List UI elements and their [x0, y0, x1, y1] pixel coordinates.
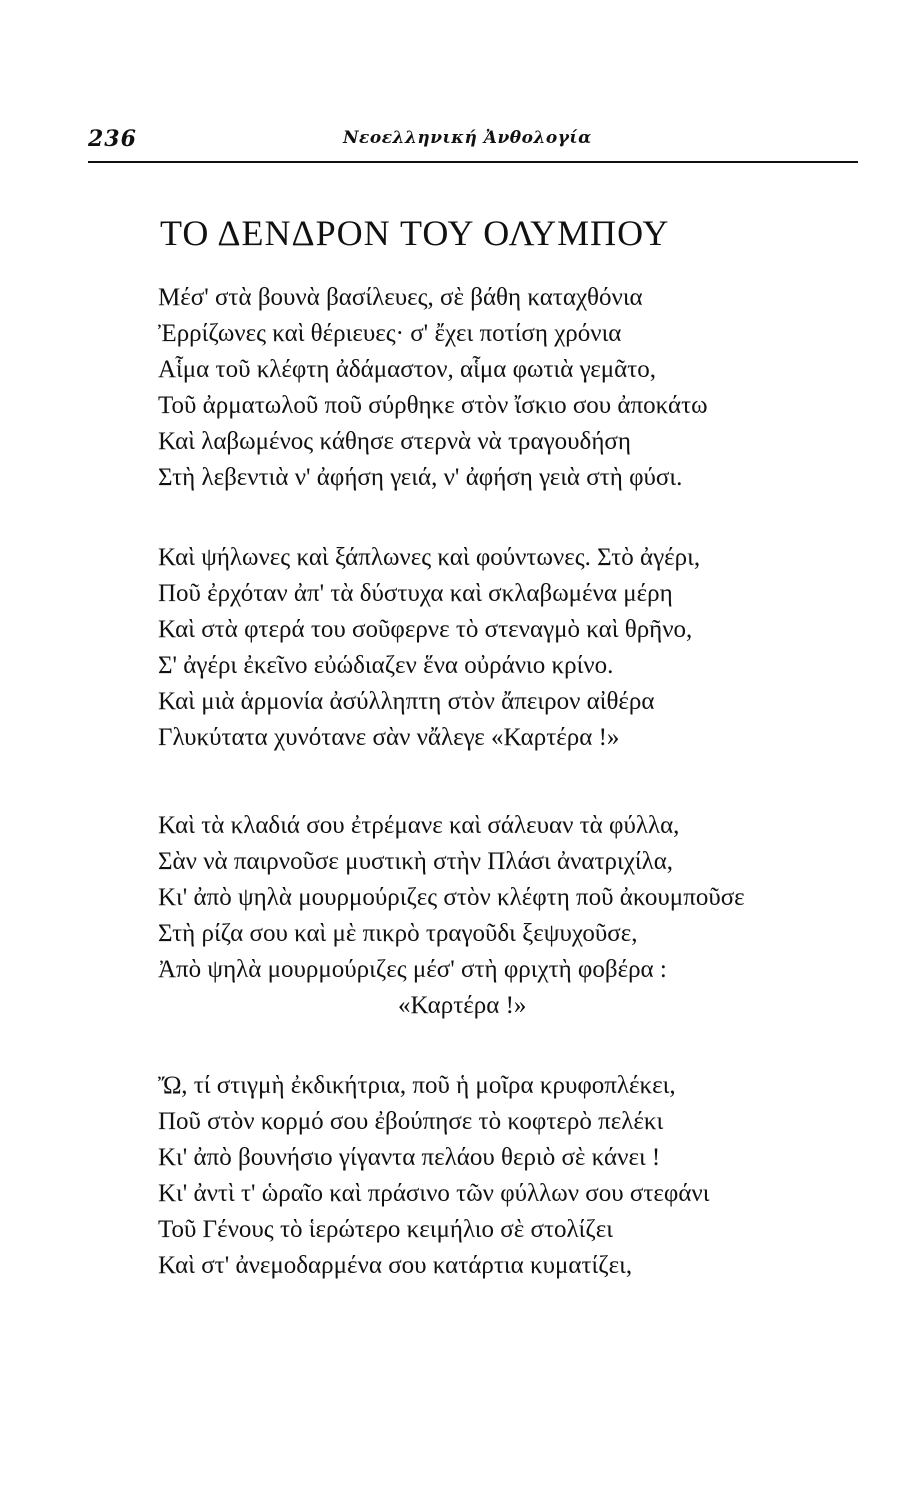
- poem-line: Στὴ ρίζα σου καὶ μὲ πικρὸ τραγοῦδι ξεψυχοῦσε,: [158, 920, 638, 947]
- poem-line: Καὶ λαβωμένος κάθησε στερνὰ νὰ τραγουδήση: [158, 428, 631, 455]
- poem-line: Μέσ' στὰ βουνὰ βασίλευες, σὲ βάθη καταχθόνια: [158, 284, 643, 311]
- page-number: 236: [88, 126, 137, 152]
- poem-line: Γλυκύτατα χυνότανε σὰν νἄλεγε «Καρτέρα !»: [158, 724, 620, 751]
- poem-line: Ποῦ ἐρχόταν ἀπ' τὰ δύστυχα καὶ σκλαβωμένα μέρη: [158, 580, 673, 607]
- stanza-2: [158, 540, 878, 756]
- poem-line: Κι' ἀπὸ ψηλὰ μουρμούριζες στὸν κλέφτη ποῦ ἀκουμποῦσε: [158, 884, 745, 911]
- poem-line: Ποῦ στὸν κορμό σου ἐβούπησε τὸ κοφτερὸ πελέκι: [158, 1108, 664, 1135]
- page-header: [88, 126, 858, 166]
- poem-line: Σ' ἀγέρι ἐκεῖνο εὐώδιαζεν ἕνα οὐράνιο κρίνο.: [158, 652, 614, 679]
- poem-line: Κι' ἀπὸ βουνήσιο γίγαντα πελάου θεριὸ σὲ κάνει !: [158, 1144, 661, 1171]
- poem-line: Τοῦ Γένους τὸ ἱερώτερο κειμήλιο σὲ στολίζει: [158, 1216, 613, 1243]
- stanza-3: [158, 808, 878, 1024]
- header-divider: [88, 161, 858, 163]
- poem-line: Καὶ στ' ἀνεμοδαρμένα σου κατάρτια κυματίζει,: [158, 1252, 633, 1279]
- poem-line: Καὶ στὰ φτερά του σοῦφερνε τὸ στεναγμὸ καὶ θρῆνο,: [158, 616, 693, 643]
- poem-line: Καὶ μιὰ ἁρμονία ἀσύλληπτη στὸν ἄπειρον αἰθέρα: [158, 688, 655, 715]
- poem-line: Σὰν νὰ παιρνοῦσε μυστικὴ στὴν Πλάσι ἀνατριχίλα,: [158, 848, 674, 875]
- poem-line: Αἷμα τοῦ κλέφτη ἀδάμαστον, αἷμα φωτιὰ γεμᾶτο,: [158, 356, 657, 383]
- poem-line: Καὶ ψήλωνες καὶ ξάπλωνες καὶ φούντωνες. Στὸ ἀγέρι,: [158, 544, 701, 571]
- poem-refrain-line: «Καρτέρα !»: [398, 992, 527, 1019]
- poem-line: Καὶ τὰ κλαδιά σου ἐτρέμανε καὶ σάλευαν τὰ φύλλα,: [158, 812, 680, 839]
- stanza-1: [158, 280, 878, 496]
- poem-title: ΤΟ ΔΕΝΔΡΟΝ ΤΟΥ ΟΛΥΜΠΟΥ: [160, 213, 670, 253]
- poem-line: Στὴ λεβεντιὰ ν' ἀφήση γειά, ν' ἀφήση γειὰ στὴ φύσι.: [158, 464, 683, 491]
- poem-line: Κι' ἀντὶ τ' ὡραῖο καὶ πράσινο τῶν φύλλων σου στεφάνι: [158, 1180, 710, 1207]
- stanza-4: [158, 1068, 878, 1284]
- poem-line: Ἀπὸ ψηλὰ μουρμούριζες μέσ' στὴ φριχτὴ φοβέρα :: [158, 956, 667, 983]
- poem-line: Ἐρρίζωνες καὶ θέριευες· σ' ἔχει ποτίση χρόνια: [158, 320, 622, 347]
- poem-line: Τοῦ ἀρματωλοῦ ποῦ σύρθηκε στὸν ἴσκιο σου ἀποκάτω: [158, 392, 708, 419]
- poem-line: Ὤ, τί στιγμὴ ἐκδικήτρια, ποῦ ἡ μοῖρα κρυφοπλέκει,: [158, 1072, 676, 1099]
- running-title: Νεοελληνική Ἀνθολογία: [343, 128, 592, 148]
